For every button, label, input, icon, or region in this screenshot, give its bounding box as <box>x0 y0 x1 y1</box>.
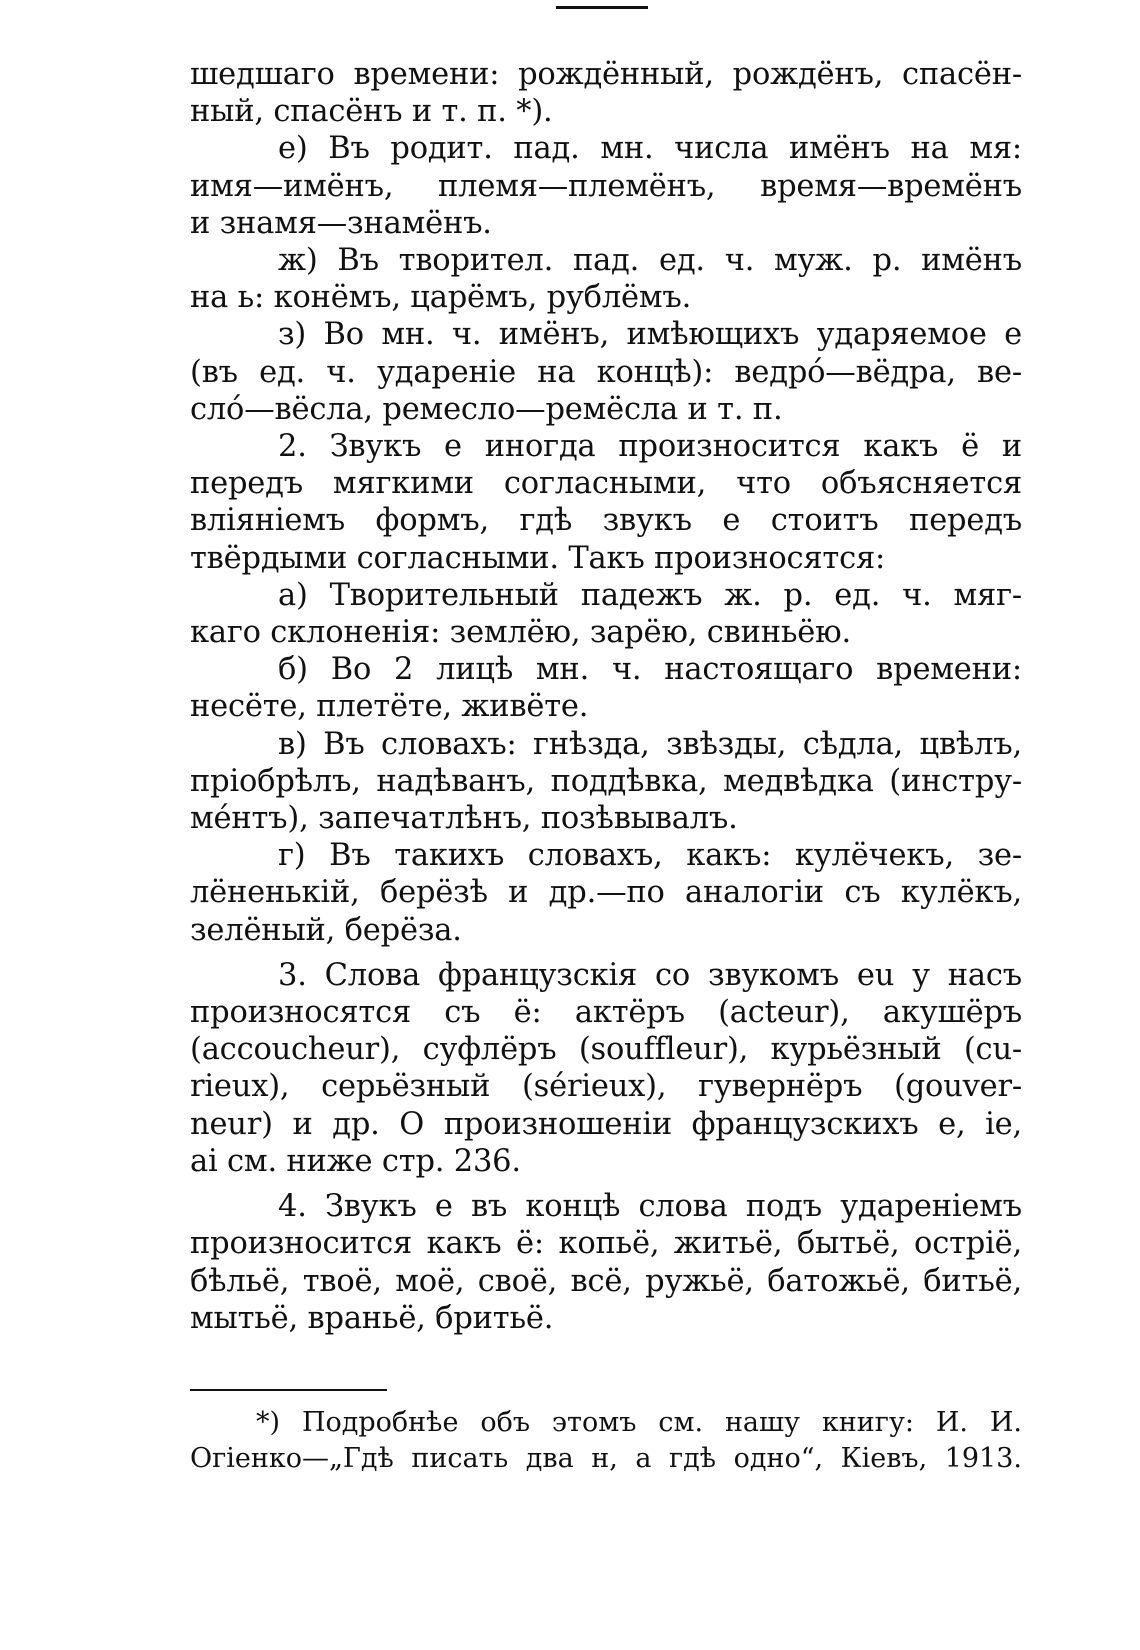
text-line: мéнтъ), запечатлѣнъ, позѣвывалъ. <box>190 801 738 837</box>
text-line: 3. Слова французскія со звукомъ eu у насъ <box>278 957 1022 993</box>
text-line: твёрдыми согласными. Такъ произносятся: <box>190 540 886 576</box>
text-line: 4. Звукъ е въ концѣ слова подъ удареніемъ <box>278 1189 1022 1225</box>
text-line: (accoucheur), суфлёръ (souffleur), курьёзный (cu- <box>190 1032 1022 1068</box>
paragraph-e <box>190 130 1022 242</box>
paragraph-z <box>190 316 1022 428</box>
paragraph-zh <box>190 242 1022 316</box>
text-line: имя—имёнъ, племя—племёнъ, время—времёнъ <box>190 168 1022 204</box>
text-line: и знамя—знамёнъ. <box>190 205 492 241</box>
text-line: в) Въ словахъ: гнѣзда, звѣзды, сѣдла, цвѣлъ, <box>278 726 1022 762</box>
text-line: каго склоненія: землёю, зарёю, свиньёю. <box>190 615 851 651</box>
text-line: лёненькій, берёзѣ и др.—по аналогіи съ кулёкъ, <box>190 875 1022 911</box>
paragraph-3 <box>190 957 1022 1180</box>
text-line: neur) и др. О произношеніи французскихъ e, ie, <box>190 1106 1022 1142</box>
text-line: 2. Звукъ е иногда произносится какъ ё и <box>278 429 1022 465</box>
text-line: ж) Въ творител. пад. ед. ч. муж. р. имёнъ <box>278 243 1022 279</box>
text-line: произносятся съ ё: актёръ (acteur), акушёръ <box>190 995 1022 1031</box>
text-line: ai см. ниже стр. 236. <box>190 1143 521 1179</box>
paragraph-g <box>190 837 1022 949</box>
text-line: бѣльё, твоё, моё, своё, всё, ружьё, батожьё, битьё, <box>190 1263 1022 1299</box>
paragraph-continuation <box>190 56 1022 130</box>
text-line: шедшаго времени: рождённый, рождёнъ, спасён- <box>190 57 1022 92</box>
text-line: зелёный, берёза. <box>190 912 462 948</box>
text-line: г) Въ такихъ словахъ, какъ: кулёчекъ, зе- <box>278 838 1022 874</box>
text-line: е) Въ родит. пад. мн. числа имёнъ на мя: <box>278 131 1022 167</box>
text-line: (въ ед. ч. удареніе на концѣ): ведро́—вёдра, ве- <box>190 354 1022 390</box>
text-line: передъ мягкими согласными, что объясняется <box>190 466 1022 502</box>
footnote <box>190 1405 1022 1477</box>
footnote-line: Огіенко—„Гдѣ писать два н, а гдѣ одно“, Кіевъ, 1913. <box>190 1443 1022 1474</box>
paragraph-4 <box>190 1188 1022 1337</box>
text-line: сло́—вёсла, ремесло—ремёсла и т. п. <box>190 391 783 427</box>
text-line: мытьё, враньё, бритьё. <box>190 1300 554 1336</box>
text-line: вліяніемъ формъ, гдѣ звукъ е стоитъ передъ <box>190 503 1022 539</box>
footnote-rule <box>190 1389 387 1391</box>
footnote-line: *) Подробнѣе объ этомъ см. нашу книгу: И. И. <box>256 1407 1022 1438</box>
text-line: б) Во 2 лицѣ мн. ч. настоящаго времени: <box>278 652 1022 688</box>
text-line: пріобрѣлъ, надѣванъ, поддѣвка, медвѣдка (инстру- <box>190 763 1022 799</box>
main-text <box>190 56 1022 1337</box>
paragraph-2 <box>190 428 1022 577</box>
text-line: произносится какъ ё: копьё, житьё, бытьё, остріё, <box>190 1226 1022 1262</box>
text-line: на ь: конёмъ, царёмъ, рублёмъ. <box>190 280 692 316</box>
text-line: з) Во мн. ч. имёнъ, имѣющихъ ударяемое е <box>278 317 1022 353</box>
text-line: несёте, плетёте, живёте. <box>190 689 589 725</box>
text-line: ный, спасёнъ и т. п. *). <box>190 94 553 130</box>
paragraph-v <box>190 726 1022 838</box>
top-rule <box>556 6 648 9</box>
paragraph-a <box>190 577 1022 651</box>
text-line: а) Творительный падежъ ж. р. ед. ч. мяг- <box>278 577 1022 613</box>
paragraph-b <box>190 651 1022 725</box>
text-line: rieux), серьёзный (sérieux), гувернёръ (gouver- <box>190 1069 1022 1105</box>
